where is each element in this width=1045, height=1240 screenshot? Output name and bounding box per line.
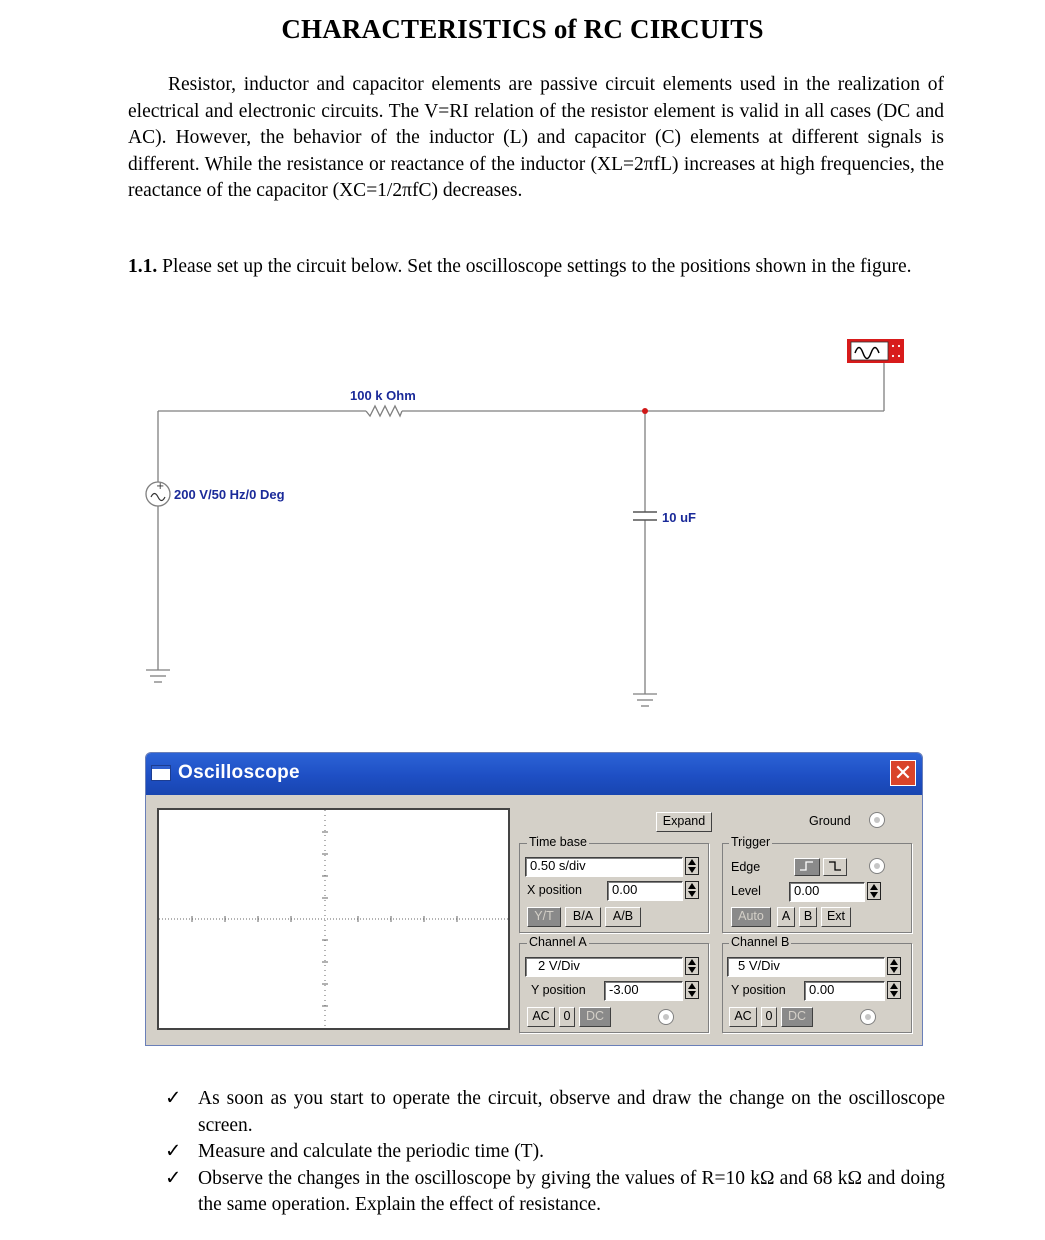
- check-icon: ✓: [165, 1088, 182, 1109]
- channel-a-dc-button[interactable]: DC: [579, 1007, 611, 1027]
- task-paragraph: [128, 254, 944, 281]
- task-number: 1.1.: [128, 256, 158, 277]
- channel-b-ypos-label: Y position: [731, 983, 786, 997]
- check-icon: ✓: [165, 1167, 182, 1189]
- mode-ba-button[interactable]: B/A: [565, 907, 601, 927]
- rising-edge-icon: [797, 859, 817, 873]
- source-label: 200 V/50 Hz/0 Deg: [174, 487, 285, 502]
- falling-edge-icon: [826, 859, 844, 873]
- oscilloscope-titlebar[interactable]: [146, 753, 922, 795]
- trigger-ext-button[interactable]: Ext: [821, 907, 851, 927]
- x-position-input[interactable]: 0.00: [607, 881, 683, 901]
- channel-a-label: Channel A: [529, 935, 587, 949]
- level-label: Level: [731, 884, 761, 898]
- instruction-text: As soon as you start to operate the circuit, observe and draw the change on the oscilloscope screen.: [198, 1088, 945, 1136]
- channel-b-label: Channel B: [731, 935, 790, 949]
- time-base-label: Time base: [529, 835, 587, 849]
- instruction-text: Observe the changes in the oscilloscope by giving the values of R=10 kΩ and 68 kΩ and doing the same operation. Explain the effect of resistance.: [198, 1167, 945, 1215]
- expand-button[interactable]: Expand: [656, 812, 712, 832]
- channel-b-ac-button[interactable]: AC: [729, 1007, 757, 1027]
- x-position-stepper[interactable]: [685, 881, 699, 899]
- channel-b-zero-button[interactable]: 0: [761, 1007, 777, 1027]
- x-position-label: X position: [527, 883, 582, 897]
- list-item: [165, 1166, 945, 1219]
- circuit-diagram: [0, 330, 1045, 720]
- edge-falling-button[interactable]: [823, 858, 847, 876]
- channel-a-scale-stepper[interactable]: [685, 957, 699, 975]
- ground-label: Ground: [809, 814, 851, 828]
- channel-a-ypos-stepper[interactable]: [685, 981, 699, 999]
- mode-yt-button[interactable]: Y/T: [527, 907, 561, 927]
- trigger-auto-button[interactable]: Auto: [731, 907, 771, 927]
- oscilloscope-icon: [847, 339, 904, 363]
- channel-b-dc-button[interactable]: DC: [781, 1007, 813, 1027]
- capacitor-label: 10 uF: [662, 510, 696, 525]
- junction-dot: [642, 408, 648, 414]
- close-button[interactable]: ✕: [890, 760, 916, 786]
- trigger-terminal[interactable]: [869, 858, 885, 874]
- mode-ab-button[interactable]: A/B: [605, 907, 641, 927]
- channel-b-scale-stepper[interactable]: [887, 957, 901, 975]
- trigger-b-button[interactable]: B: [799, 907, 817, 927]
- edge-rising-button[interactable]: [794, 858, 820, 876]
- channel-a-ypos-input[interactable]: -3.00: [604, 981, 683, 1001]
- resistor-symbol: [366, 406, 402, 416]
- intro-paragraph: Resistor, inductor and capacitor elements are passive circuit elements used in the realization of electrical and electronic circuits. The V=RI relation of the resistor element is valid in all cases (DC and AC). However, the behavior of the inductor (L) and capacitor (C) elements at different signals is different. While the resistance or reactance of the inductor (XL=2πfL) increases at high frequencies, the reactance of the capacitor (XC=1/2πfC) decreases.: [128, 74, 944, 201]
- trigger-label: Trigger: [731, 835, 771, 849]
- source-plus-sign: +: [156, 481, 165, 492]
- time-base-stepper[interactable]: [685, 857, 699, 875]
- level-input[interactable]: 0.00: [789, 882, 865, 902]
- channel-b-ypos-stepper[interactable]: [887, 981, 901, 999]
- channel-a-terminal[interactable]: [658, 1009, 674, 1025]
- channel-a-ac-button[interactable]: AC: [527, 1007, 555, 1027]
- ground-left-symbol: [146, 670, 170, 682]
- screen-graticule: [159, 810, 508, 1028]
- oscilloscope-screen: [157, 808, 510, 1030]
- channel-a-zero-button[interactable]: 0: [559, 1007, 575, 1027]
- list-item: [165, 1139, 945, 1166]
- window-title: Oscilloscope: [178, 762, 300, 783]
- channel-b-scale-input[interactable]: 5 V/Div: [727, 957, 885, 977]
- resistor-label: 100 k Ohm: [350, 388, 416, 403]
- ground-right-symbol: [633, 694, 657, 706]
- page-title: CHARACTERISTICS of RC CIRCUITS: [281, 14, 764, 44]
- instruction-text: Measure and calculate the periodic time (T).: [198, 1141, 544, 1162]
- oscilloscope-window: [145, 752, 923, 1046]
- edge-label: Edge: [731, 860, 761, 874]
- time-base-input[interactable]: 0.50 s/div: [525, 857, 683, 877]
- channel-a-ypos-label: Y position: [531, 983, 586, 997]
- ground-terminal[interactable]: [869, 812, 885, 828]
- check-icon: ✓: [165, 1141, 182, 1162]
- channel-b-terminal[interactable]: [860, 1009, 876, 1025]
- channel-a-scale-input[interactable]: 2 V/Div: [525, 957, 683, 977]
- list-item: [165, 1086, 945, 1139]
- window-icon: [151, 765, 171, 781]
- trigger-a-button[interactable]: A: [777, 907, 795, 927]
- task-text: Please set up the circuit below. Set the oscilloscope settings to the positions shown in the figure.: [162, 256, 912, 277]
- level-stepper[interactable]: [867, 882, 881, 900]
- channel-b-ypos-input[interactable]: 0.00: [804, 981, 885, 1001]
- instruction-list: [165, 1086, 945, 1219]
